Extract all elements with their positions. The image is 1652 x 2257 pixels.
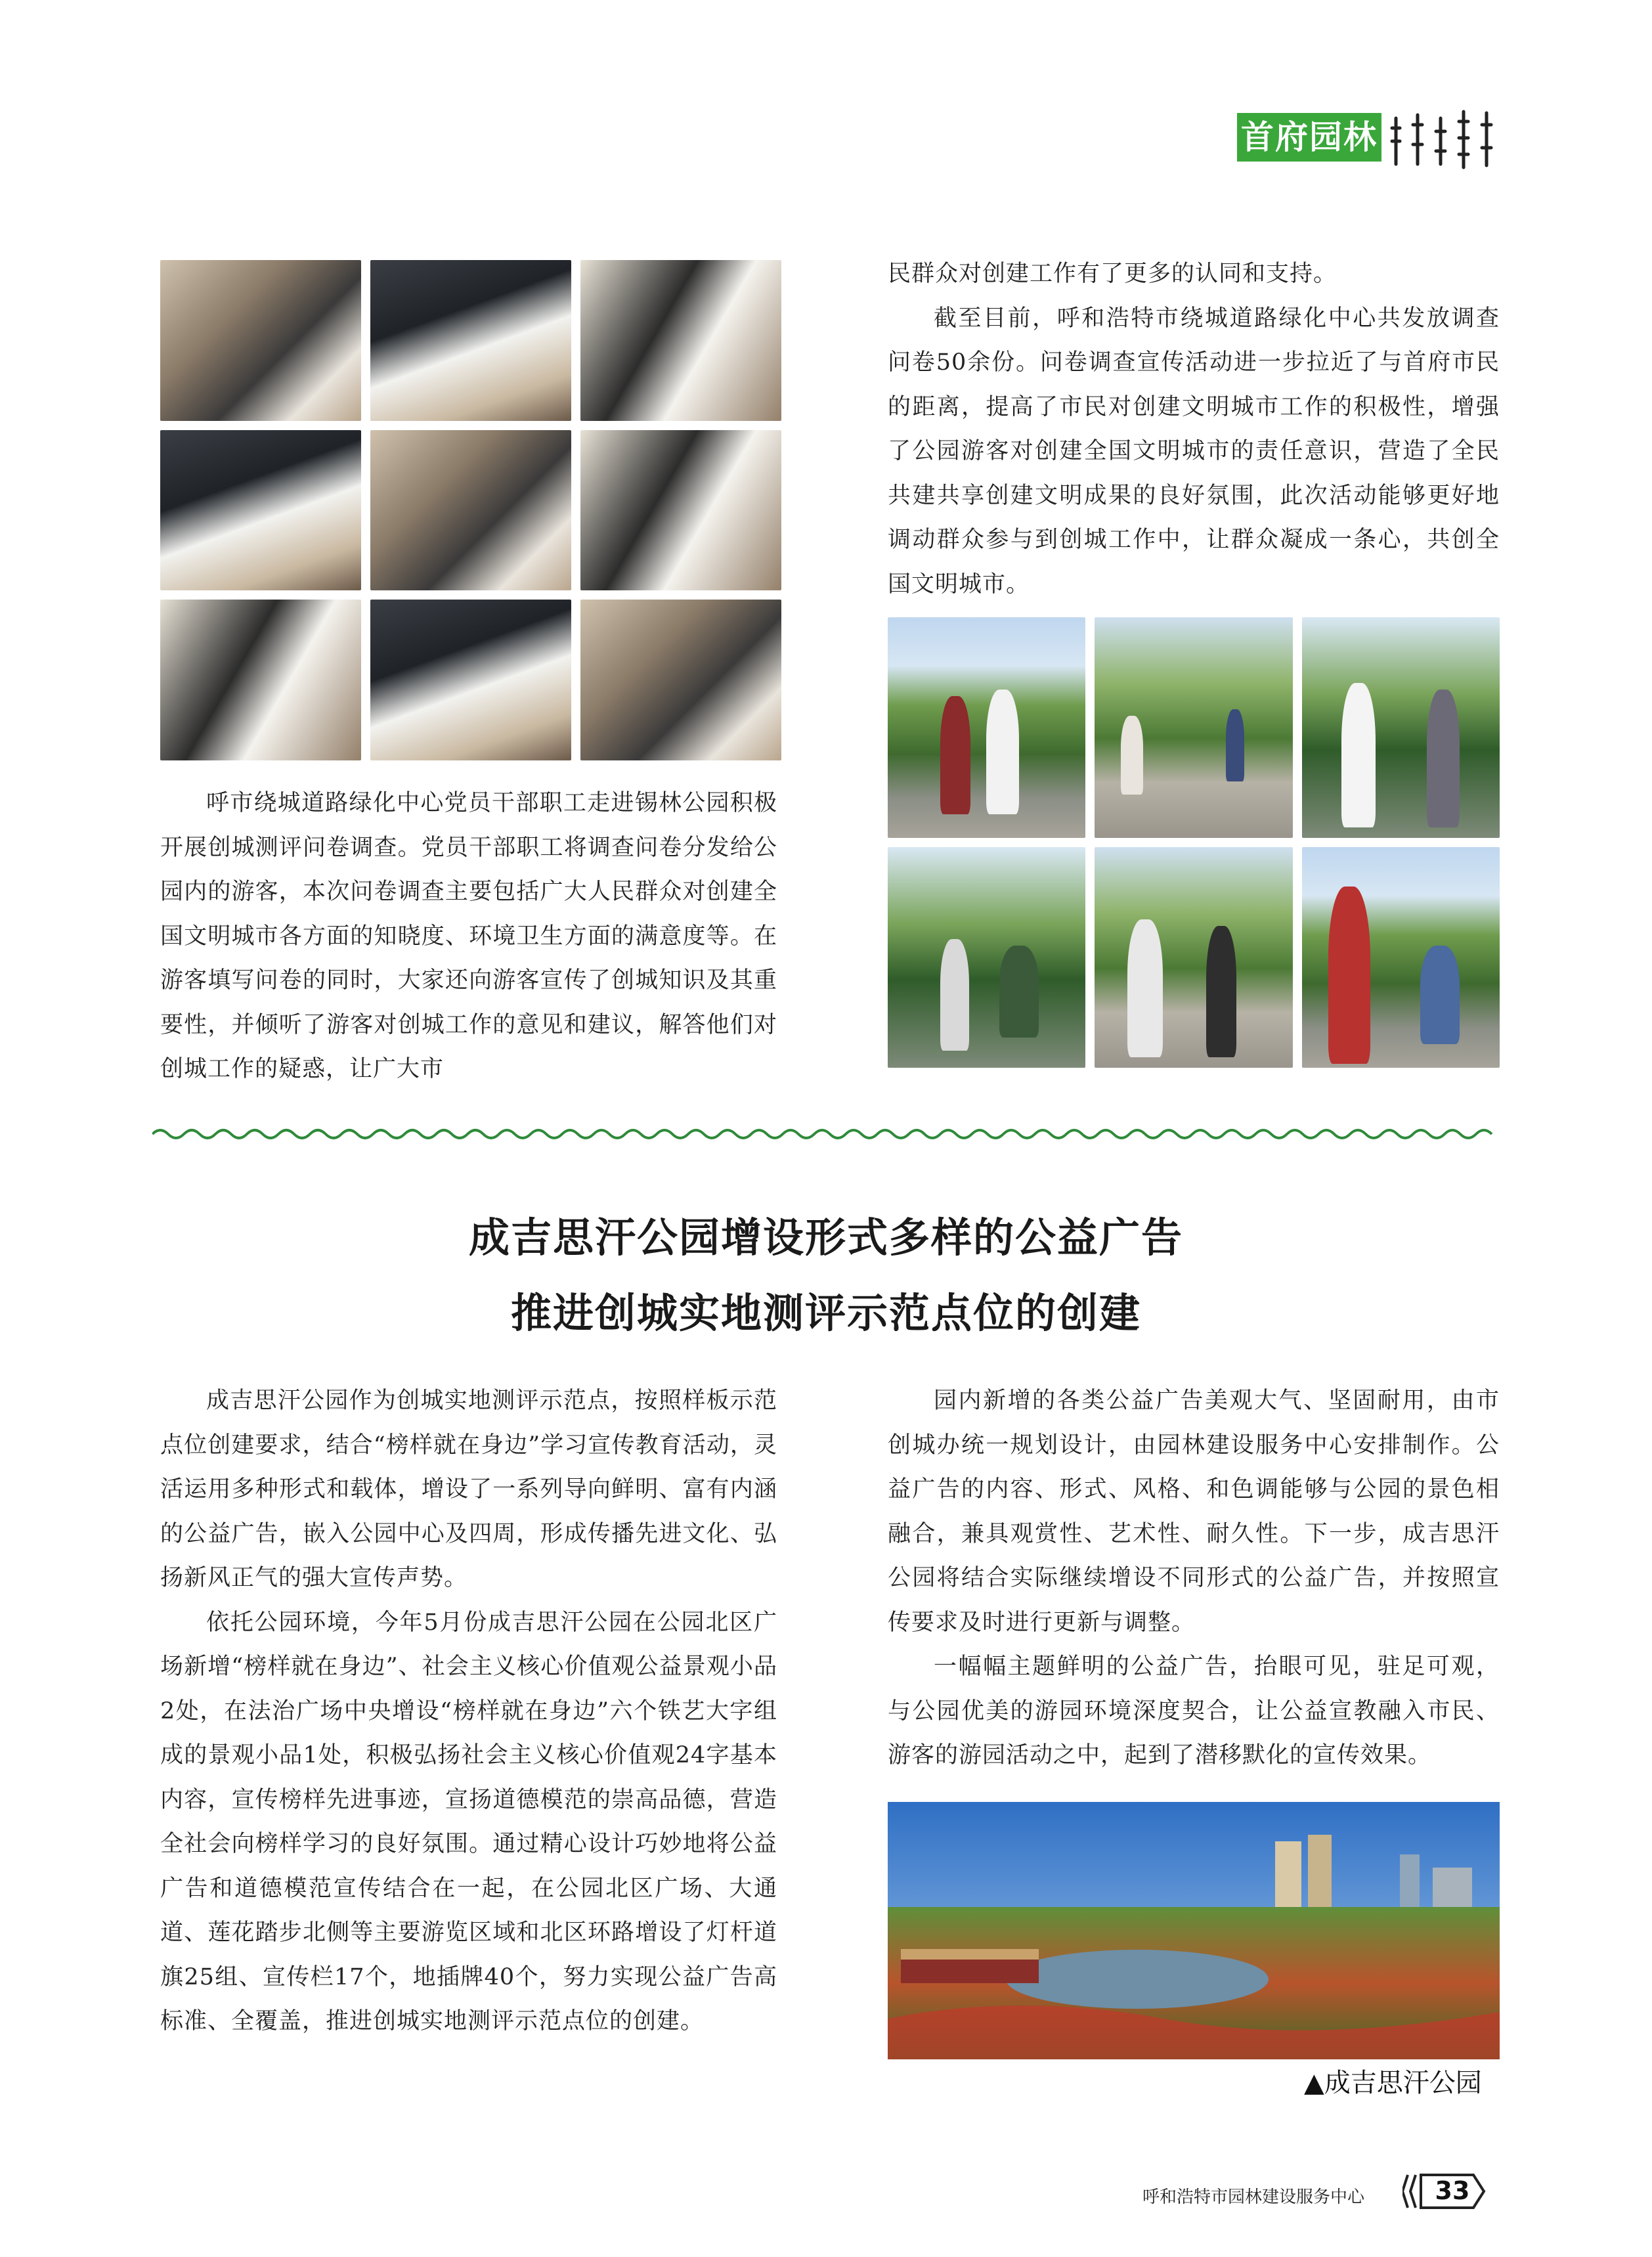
article-paragraph-2: 依托公园环境，今年5月份成吉思汗公园在公园北区广场新增“榜样就在身边”、社会主义核心价值观公益景观小品2处，在法治广场中央增设“榜样就在身边”六个铁艺大字组成的景观小品1处，积极弘扬社会主义核心价值观24字基本内容，宣传榜样先进事迹，宣扬道德模范的崇高品德，营造全社会向榜样学习的良好氛围。通过精心设计巧妙地将公益广告和道德模范宣传结合在一起，在公园北区广场、大通道、莲花踏步北侧等主要游览区域和北区环路增设了灯杆道旗25组、宣传栏17个，地插牌40个，努力实现公益广告高标准、全覆盖，推进创城实地测评示范点位的创建。 [160,1609,777,2034]
article-title-line1: 成吉思汗公园增设形式多样的公益广告 [468,1214,1183,1261]
section-divider [152,1124,1500,1144]
mongolian-script-decoration [1388,105,1500,171]
survey-photo [580,430,781,591]
park-photo [1302,617,1500,838]
park-photo [888,617,1085,838]
park-photo [1095,617,1292,838]
page-number: 33 [1435,2176,1470,2205]
park-photo [888,847,1085,1068]
park-panorama-photo [888,1802,1500,2059]
survey-photo [370,430,571,591]
park-survey-photo-grid [888,617,1500,1068]
survey-paragraph-right-continued: 民群众对创建工作有了更多的认同和支持。 [888,261,1337,287]
article-paragraph-3: 园内新增的各类公益广告美观大气、坚固耐用，由市创城办统一规划设计，由园林建设服务中心安排制作。公益广告的内容、形式、风格、和色调能够与公园的景色相融合，兼具观赏性、艺术性、耐久性。下一步，成吉思汗公园将结合实际继续增设不同形式的公益广告，并按照宣传要求及时进行更新与调整。 [888,1388,1500,1636]
survey-photo [580,260,781,421]
photo-caption: ▲成吉思汗公园 [1304,2068,1482,2098]
survey-photo [370,600,571,760]
article-title-line2: 推进创城实地测评示范点位的创建 [510,1289,1141,1337]
survey-photo [160,430,361,591]
park-photo [1095,847,1292,1068]
article-paragraph-1: 成吉思汗公园作为创城实地测评示范点，按照样板示范点位创建要求，结合“榜样就在身边”学习宣传教育活动，灵活运用多种形式和载体，增设了一系列导向鲜明、富有内涵的公益广告，嵌入公园中心及四周，形成传播先进文化、弘扬新风正气的强大宣传声势。 [160,1388,777,1591]
indoor-survey-photo-grid [160,260,781,760]
survey-photo [580,600,781,760]
footer-organization: 呼和浩特市园林建设服务中心 [1142,2187,1365,2207]
survey-photo [160,260,361,421]
survey-photo [370,260,571,421]
article-paragraph-4: 一幅幅主题鲜明的公益广告，抬眼可见，驻足可观，与公园优美的游园环境深度契合，让公益宣教融入市民、游客的游园活动之中，起到了潜移默化的宣传效果。 [888,1654,1500,1768]
survey-paragraph-left: 呼市绕城道路绿化中心党员干部职工走进锡林公园积极开展创城测评问卷调查。党员干部职工将调查问卷分发给公园内的游客，本次问卷调查主要包括广大人民群众对创建全国文明城市各方面的知晓度、环境卫生方面的满意度等。在游客填写问卷的同时，大家还向游客宣传了创城知识及其重要性，并倾听了游客对创城工作的意见和建议，解答他们对创城工作的疑惑，让广大市 [160,790,777,1082]
survey-paragraph-right: 截至目前，呼和浩特市绕城道路绿化中心共发放调查问卷50余份。问卷调查宣传活动进一步拉近了与首府市民的距离，提高了市民对创建文明城市工作的积极性，增强了公园游客对创建全国文明城市的责任意识，营造了全民共建共享创建文明成果的良好氛围，此次活动能够更好地调动群众参与到创城工作中，让群众凝成一条心，共创全国文明城市。 [888,305,1500,598]
page-number-badge [1402,2171,1488,2212]
section-badge: 首府园林 [1237,113,1381,162]
park-photo [1302,847,1500,1068]
survey-photo [160,600,361,760]
